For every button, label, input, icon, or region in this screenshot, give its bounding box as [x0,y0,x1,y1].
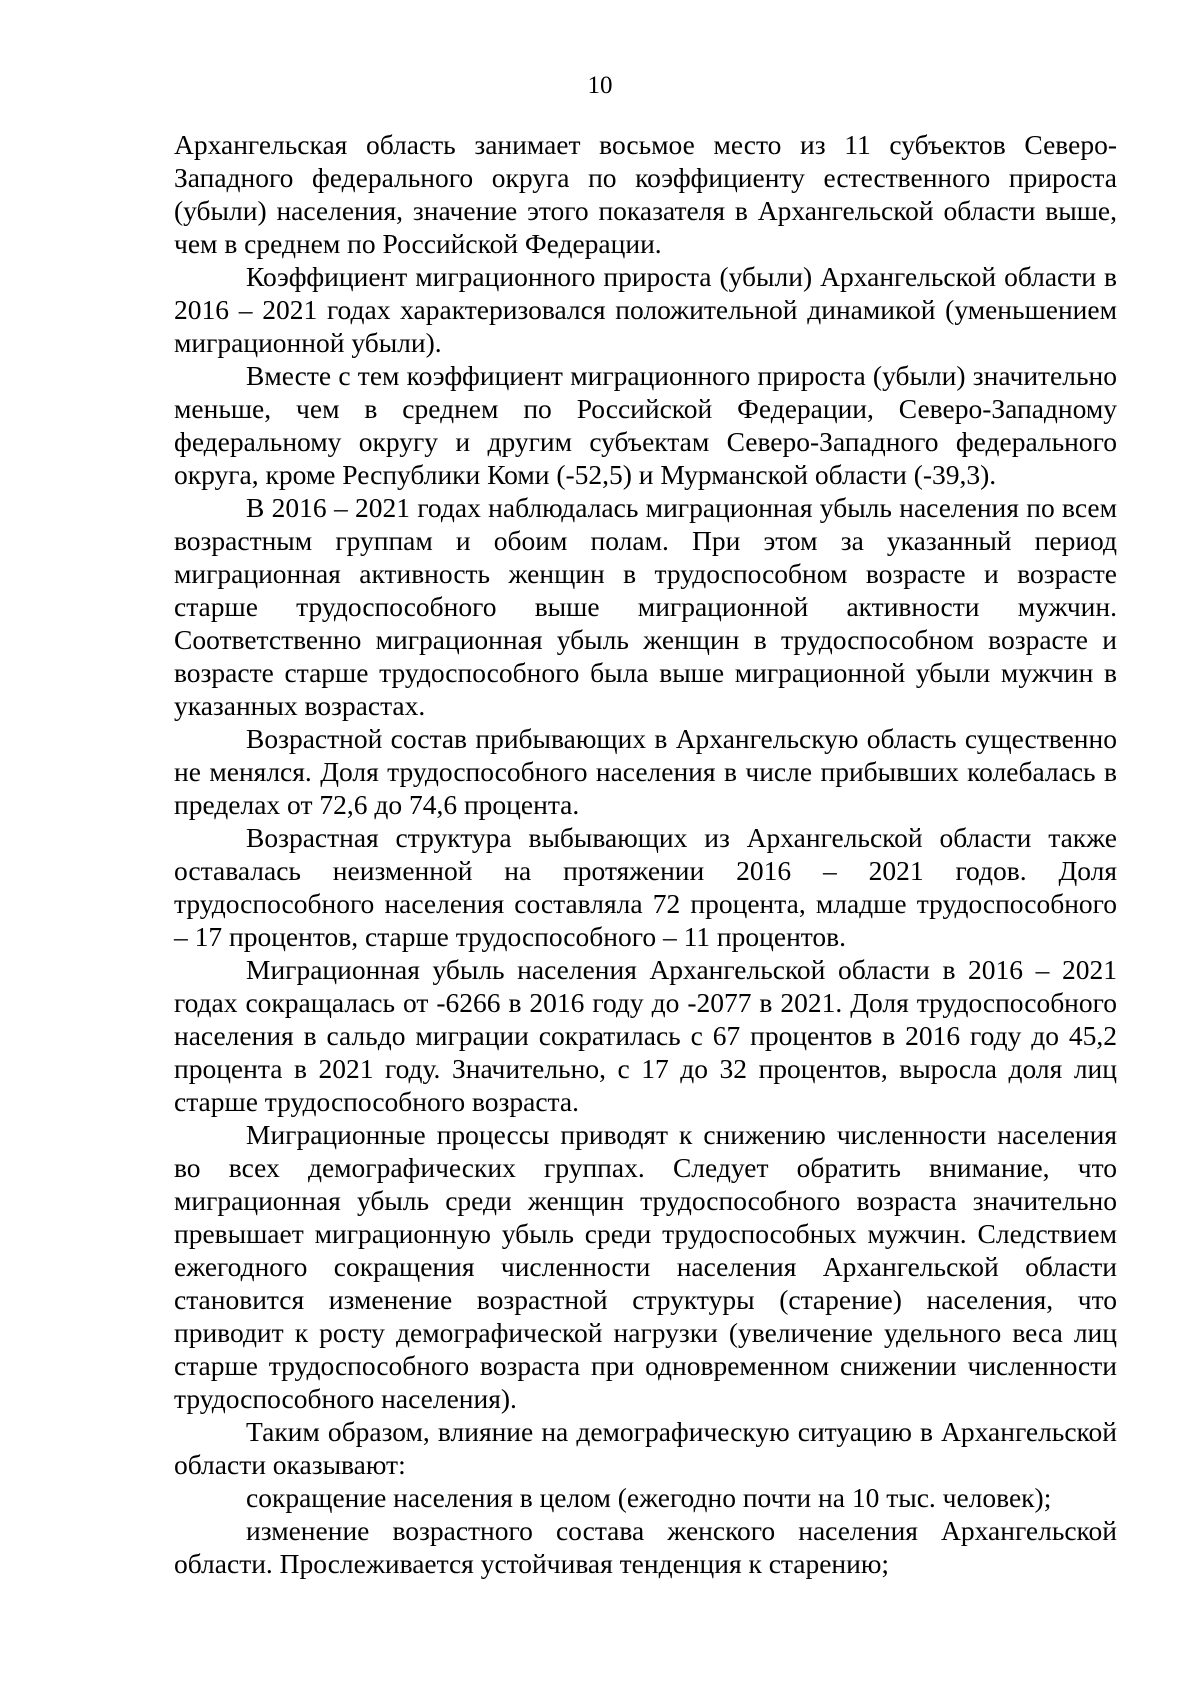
paragraph: В 2016 – 2021 годах наблюдалась миграционная убыль населения по всем возрастным группам и обоим полам. При этом за указанный период миграционная активность женщин в трудоспособном возрасте и возрасте старше трудоспособного выше миграционной активности мужчин. Соответственно миграционная убыль женщин в трудоспособном возрасте и возрасте старше трудоспособного была выше миграционной убыли мужчин в указанных возрастах. [174,492,1117,721]
list-item: изменение возрастного состава женского населения Архангельской области. Прослеживается устойчивая тенденция к старению; [174,1515,1117,1579]
paragraph: Коэффициент миграционного прироста (убыли) Архангельской области в 2016 – 2021 годах характеризовался положительной динамикой (уменьшением миграционной убыли). [174,261,1117,358]
paragraph: Архангельская область занимает восьмое место из 11 субъектов Северо-Западного федерального округа по коэффициенту естественного прироста (убыли) населения, значение этого показателя в Архангельской области выше, чем в среднем по Российской Федерации. [174,129,1117,259]
document-body [174,128,1117,1580]
paragraph: Возрастной состав прибывающих в Архангельскую область существенно не менялся. Доля трудоспособного населения в числе прибывших колебалась в пределах от 72,6 до 74,6 процента. [174,723,1117,820]
page-number: 10 [587,72,613,99]
paragraph: Вместе с тем коэффициент миграционного прироста (убыли) значительно меньше, чем в среднем по Российской Федерации, Северо-Западному федеральному округу и другим субъектам Северо-Западного федерального округа, кроме Республики Коми (-52,5) и Мурманской области (-39,3). [174,360,1117,490]
paragraph: Возрастная структура выбывающих из Архангельской области также оставалась неизменной на протяжении 2016 – 2021 годов. Доля трудоспособного населения составляла 72 процента, младше трудоспособного – 17 процентов, старше трудоспособного – 11 процентов. [174,822,1117,952]
paragraph: Миграционная убыль населения Архангельской области в 2016 – 2021 годах сокращалась от -6266 в 2016 году до -2077 в 2021. Доля трудоспособного населения в сальдо миграции сократилась с 67 процентов в 2016 году до 45,2 процента в 2021 году. Значительно, с 17 до 32 процентов, выросла доля лиц старше трудоспособного возраста. [174,954,1117,1117]
paragraph: Таким образом, влияние на демографическую ситуацию в Архангельской области оказывают: [174,1416,1117,1480]
list-item: сокращение населения в целом (ежегодно почти на 10 тыс. человек); [246,1482,1052,1513]
paragraph: Миграционные процессы приводят к снижению численности населения во всех демографических группах. Следует обратить внимание, что миграционная убыль среди женщин трудоспособного возраста значительно превышает миграционную убыль среди трудоспособных мужчин. Следствием ежегодного сокращения численности населения Архангельской области становится изменение возрастной структуры (старение) населения, что приводит к росту демографической нагрузки (увеличение удельного веса лиц старше трудоспособного возраста при одновременном снижении численности трудоспособного населения). [174,1119,1117,1414]
